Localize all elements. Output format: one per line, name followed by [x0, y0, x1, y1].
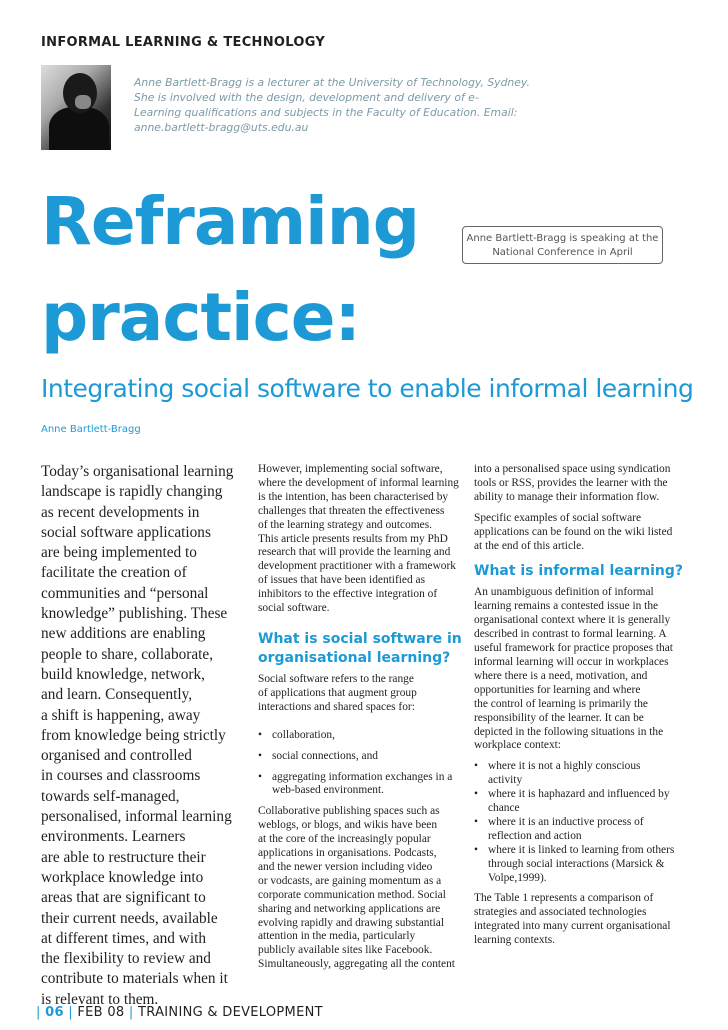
bullet-glyph: •: [258, 770, 262, 783]
lead-line: and learn. Consequently,: [41, 686, 193, 704]
list-item-text: collaboration,: [272, 728, 335, 741]
list-item-text: Volpe,1999).: [488, 871, 547, 884]
bio-email: anne.bartlett-bragg@uts.edu.au: [134, 121, 309, 134]
list-item-text: activity: [488, 774, 523, 787]
bullet-glyph: •: [474, 843, 478, 856]
body-line: of issues that have been identified as: [258, 574, 426, 587]
lead-line: as recent developments in: [41, 503, 200, 521]
body-line: learning remains a contested issue in the: [474, 600, 659, 613]
body-line: applications can be found on the wiki listed: [474, 525, 673, 538]
body-column-3: [474, 463, 689, 948]
bio-line: She is involved with the design, development and delivery of e-: [134, 91, 479, 104]
body-line: publicly available sites like Facebook.: [258, 944, 433, 957]
lead-line: knowledge” publishing. These: [41, 605, 228, 623]
lead-line: social software applications: [41, 523, 211, 541]
bio-line: Learning qualifications and subjects in the Faculty of Education. Email:: [134, 106, 518, 119]
body-line: sharing and networking applications are: [258, 902, 441, 915]
list-item-text: social connections, and: [272, 749, 378, 762]
article-title-line-2: practice:: [41, 279, 360, 356]
callout-line: Anne Bartlett-Bragg is speaking at the: [466, 233, 659, 244]
lead-line: facilitate the creation of: [41, 564, 187, 582]
list-item-text: web-based environment.: [272, 784, 384, 797]
lead-line: the flexibility to review and: [41, 950, 211, 968]
body-line: inhibitors to the effective integration of: [258, 588, 438, 601]
lead-line: is relevant to them.: [41, 990, 159, 1008]
list-item: [474, 816, 689, 844]
body-line: of applications that augment group: [258, 686, 417, 699]
lead-line: communities and “personal: [41, 584, 209, 602]
body-line: corporate communication method. Social: [258, 888, 446, 901]
list-item-text: where it is linked to learning from others: [488, 843, 675, 856]
body-line: into a personalised space using syndication: [474, 463, 671, 475]
bullet-glyph: •: [474, 760, 478, 773]
body-line: of the learning strategy and outcomes.: [258, 518, 432, 531]
author-photo: [41, 65, 111, 150]
section-heading: What is social software in: [258, 630, 462, 647]
speaker-callout: [462, 226, 663, 264]
lead-line: at different times, and with: [41, 929, 206, 947]
body-line: is the intention, has been characterised by: [258, 490, 449, 503]
callout-line: National Conference in April: [492, 247, 633, 258]
body-line: informal learning will occur in workplaces: [474, 655, 669, 668]
lead-line: a shift is happening, away: [41, 706, 201, 724]
body-line: interactions and shared spaces for:: [258, 700, 415, 713]
list-item: [258, 729, 454, 743]
body-line: at the core of the increasingly popular: [258, 833, 431, 846]
list-item: [474, 788, 689, 816]
body-line: at the end of this article.: [474, 539, 585, 552]
section-heading: organisational learning?: [258, 649, 451, 666]
lead-line: people to share, collaborate,: [41, 645, 214, 663]
lead-line: from knowledge being strictly: [41, 726, 226, 744]
magazine-name: TRAINING & DEVELOPMENT: [138, 1005, 323, 1020]
section-heading: What is informal learning?: [474, 563, 684, 580]
list-item-text: where it is haphazard and influenced by: [488, 788, 670, 801]
section-header: INFORMAL LEARNING & TECHNOLOGY: [41, 35, 326, 50]
body-line: learning contexts.: [474, 934, 555, 947]
body-line: where there is a need, motivation, and: [474, 669, 648, 682]
lead-line: new additions are enabling: [41, 625, 206, 643]
lead-line: in courses and classrooms: [41, 767, 201, 785]
body-line: where the development of informal learning: [258, 476, 459, 489]
bullet-glyph: •: [258, 749, 262, 762]
issue-date: FEB 08: [77, 1005, 125, 1020]
body-line: attention in the media, particularly: [258, 930, 416, 943]
body-line: social software.: [258, 602, 330, 615]
lead-line: Today’s organisational learning: [41, 463, 234, 480]
lead-line: workplace knowledge into: [41, 868, 204, 886]
list-item-text: where it is not a highly conscious: [488, 760, 641, 773]
body-line: Collaborative publishing spaces such as: [258, 805, 440, 818]
lead-line: areas that are significant to: [41, 889, 206, 907]
bio-line: Anne Bartlett-Bragg is a lecturer at the University of Technology, Sydney.: [134, 76, 530, 89]
body-line: development practitioner with a framework: [258, 560, 456, 573]
lead-line: towards self-managed,: [41, 787, 180, 805]
lead-line: contribute to materials when it: [41, 970, 228, 988]
body-line: tools or RSS, provides the learner with the: [474, 476, 668, 489]
bullet-glyph: •: [474, 788, 478, 801]
body-line: useful framework for practice proposes that: [474, 642, 673, 655]
article-title-line-1: Reframing: [41, 183, 420, 260]
page-number: 06: [45, 1005, 64, 1020]
list-item-text: reflection and action: [488, 829, 582, 842]
bullet-glyph: •: [258, 728, 262, 741]
lead-line: landscape is rapidly changing: [41, 483, 223, 501]
body-line: and the newer version including video: [258, 860, 433, 873]
list-item: [474, 760, 689, 788]
body-line: challenges that threaten the effectiveness: [258, 504, 445, 517]
body-line: integrated into many current organisational: [474, 920, 671, 933]
lead-line: personalised, informal learning: [41, 808, 232, 826]
body-line: organisational context where it is generally: [474, 614, 671, 627]
bullet-glyph: •: [474, 815, 478, 828]
byline: Anne Bartlett-Bragg: [41, 424, 141, 435]
lead-paragraph: [41, 462, 251, 1010]
list-item: [258, 771, 454, 799]
body-column-2: [258, 463, 462, 972]
body-line: depicted in the following situations in the: [474, 725, 664, 738]
list-item-text: chance: [488, 802, 520, 815]
body-line: Social software refers to the range: [258, 672, 414, 685]
body-line: ability to manage their information flow.: [474, 490, 660, 503]
body-line: described in contrast to formal learning. A: [474, 628, 667, 641]
body-line: evolving rapidly and drawing substantial: [258, 916, 445, 929]
body-line: weblogs, or blogs, and wikis have been: [258, 819, 438, 832]
body-line: responsibility of the learner. It can be: [474, 711, 644, 724]
body-line: Simultaneously, aggregating all the content: [258, 958, 455, 971]
list-item: [474, 844, 689, 886]
body-line: applications in organisations. Podcasts,: [258, 847, 437, 860]
lead-line: are being implemented to: [41, 544, 197, 562]
article-subtitle: Integrating social software to enable informal learning: [41, 374, 694, 403]
lead-line: their current needs, available: [41, 909, 218, 927]
body-line: The Table 1 represents a comparison of: [474, 892, 654, 905]
body-line: Specific examples of social software: [474, 511, 641, 524]
body-line: An unambiguous definition of informal: [474, 586, 654, 599]
body-line: This article presents results from my PhD: [258, 532, 448, 545]
body-line: strategies and associated technologies: [474, 906, 647, 919]
lead-line: organised and controlled: [41, 747, 192, 765]
lead-line: environments. Learners: [41, 828, 186, 846]
body-line: the control of learning is primarily the: [474, 697, 648, 710]
body-line: workplace context:: [474, 739, 561, 752]
lead-line: are able to restructure their: [41, 848, 206, 866]
list-item-text: through social interactions (Marsick &: [488, 857, 665, 870]
body-line: research that will provide the learning and: [258, 546, 451, 559]
list-item-text: aggregating information exchanges in a: [272, 770, 453, 783]
page-footer: | 06 | FEB 08 | TRAINING & DEVELOPMENT: [36, 1005, 323, 1020]
body-line: opportunities for learning and where: [474, 683, 641, 696]
list-item: [258, 750, 454, 764]
body-line: or vodcasts, are gaining momentum as a: [258, 874, 442, 887]
author-bio: [134, 75, 530, 135]
list-item-text: where it is an inductive process of: [488, 815, 644, 828]
body-line: However, implementing social software,: [258, 463, 443, 475]
lead-line: build knowledge, network,: [41, 665, 205, 683]
